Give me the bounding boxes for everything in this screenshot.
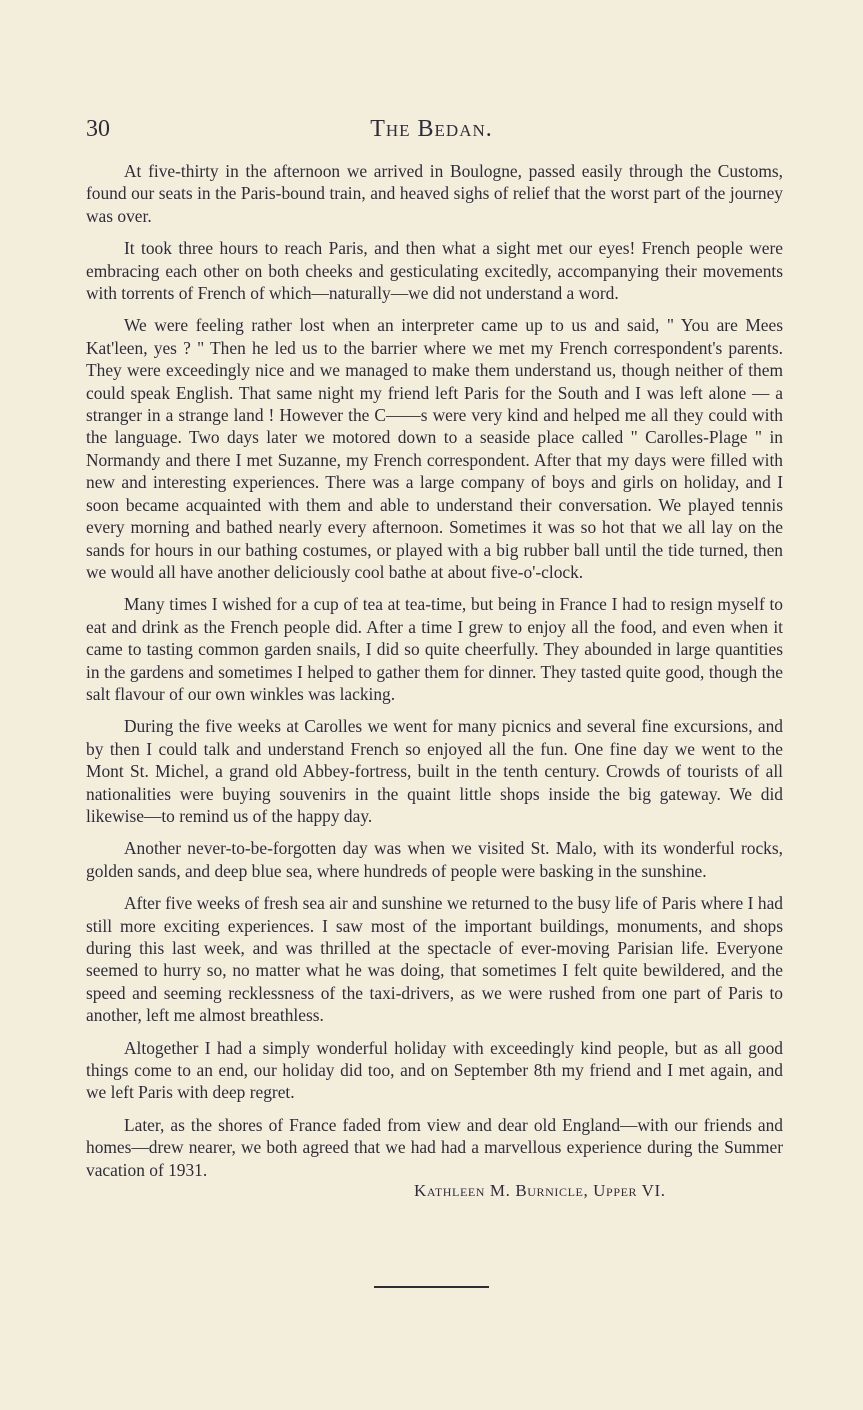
page-header: [86, 116, 777, 156]
paragraph: Many times I wished for a cup of tea at tea-time, but being in France I had to resign myself to eat and drink as the French people did. After a time I grew to enjoy all the food, and even when it came to tasting common garden snails, I did so quite cheerfully. They abounded in large quantities in the gardens and sometimes I helped to gather them for dinner. They tasted quite good, though the salt flavour of our own winkles was lacking.: [86, 594, 783, 704]
paragraph: We were feeling rather lost when an interpreter came up to us and said, " You are Mees Kat'leen, yes ? " Then he led us to the barrier where we met my French correspondent's parents. They were exceedingly nice and we managed to make them understand us, though neither of them could speak English. That same night my friend left Paris for the South and I was left alone — a stranger in a strange land ! However the C——s were very kind and helped me all they could with the language. Two days later we motored down to a seaside place called " Carolles-Plage " in Normandy and there I met Suzanne, my French correspondent. After that my days were filled with new and interesting experiences. There was a large company of boys and girls on holiday, and I soon became acquainted with them and able to understand their conversation. We played tennis every morning and bathed nearly every afternoon. Sometimes it was so hot that we all lay on the sands for hours in our bathing costumes, or played with a big rubber ball until the tide turned, then we would all have another deliciously cool bathe at about five-o'-clock.: [86, 315, 783, 582]
running-title: The Bedan.: [370, 116, 493, 142]
paragraph: Later, as the shores of France faded from view and dear old England—with our friends and homes—drew nearer, we both agreed that we had had a marvellous experience during the Summer vacation of 1931.: [86, 1114, 783, 1180]
paragraph: Altogether I had a simply wonderful holiday with exceedingly kind people, but as all good things come to an end, our holiday did too, and on September 8th my friend and I met again, and we left Paris with deep regret.: [86, 1037, 783, 1103]
author-signature: Kathleen M. Burnicle, Upper VI.: [414, 1181, 666, 1200]
paragraph: During the five weeks at Carolles we went for many picnics and several fine excursions, and by then I could talk and understand French so enjoyed all the fun. One fine day we went to the Mont St. Michel, a grand old Abbey-fortress, built in the tenth century. Crowds of tourists of all nationalities were buying souvenirs in the quaint little shops inside the big gateway. We did likewise—to remind us of the happy day.: [86, 716, 783, 826]
paragraph: After five weeks of fresh sea air and sunshine we returned to the busy life of Paris where I had still more exciting experiences. I saw most of the important buildings, monuments, and shops during this last week, and was thrilled at the spectacle of ever-moving Parisian life. Everyone seemed to hurry so, no matter what he was doing, that sometimes I felt quite bewildered, and the speed and seeming recklessness of the taxi-drivers, as we were rushed from one part of Paris to another, left me almost breathless.: [86, 893, 783, 1026]
paragraph: At five-thirty in the afternoon we arrived in Boulogne, passed easily through the Customs, found our seats in the Paris-bound train, and heaved sighs of relief that the worst part of the journey was over.: [86, 161, 783, 226]
article-body: [86, 160, 783, 1191]
page-number: 30: [86, 116, 110, 142]
section-divider: [374, 1286, 489, 1288]
paragraph: Another never-to-be-forgotten day was when we visited St. Malo, with its wonderful rocks, golden sands, and deep blue sea, where hundreds of people were basking in the sunshine.: [86, 838, 783, 881]
paragraph: It took three hours to reach Paris, and then what a sight met our eyes! French people were embracing each other on both cheeks and gesticulating excitedly, accompanying their movements with torrents of French of which—naturally—we did not understand a word.: [86, 238, 783, 304]
